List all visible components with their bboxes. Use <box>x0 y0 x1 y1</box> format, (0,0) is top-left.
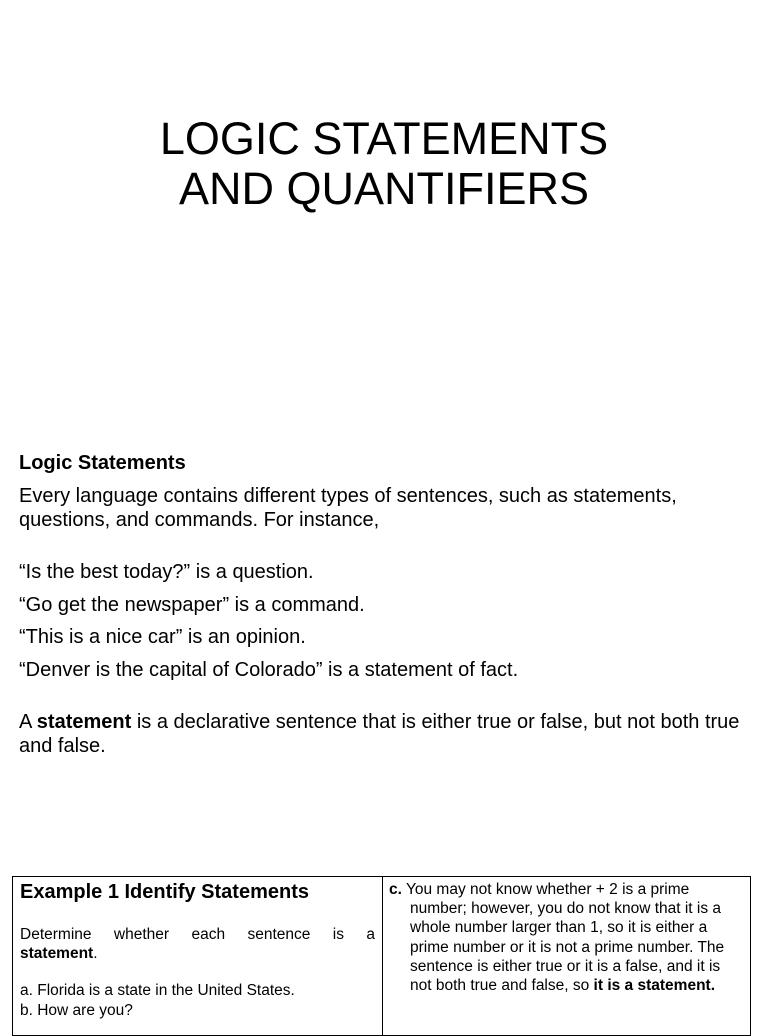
example-items-list <box>20 981 375 1020</box>
definition-prefix: A <box>19 710 37 733</box>
answer-text: You may not know whether + 2 is a prime number; however, you do not know that it is a whole number larger than 1, so it is either a prime number or it is not a prime number. The sentence is either true or it is a false, and it is not both true and false, so <box>401 881 725 995</box>
list-item: a. Florida is a state in the United States. <box>20 982 295 999</box>
example-heading: Example 1 Identify Statements <box>20 881 309 903</box>
example-instruction-term <box>20 944 375 963</box>
list-item: “Denver is the capital of Colorado” is a statement of fact. <box>19 658 519 681</box>
example-table <box>12 876 751 1036</box>
list-item: “This is a nice car” is an opinion. <box>19 626 306 648</box>
example-right-cell <box>383 877 751 1036</box>
list-item: “Is the best today?” is a question. <box>19 561 314 583</box>
intro-paragraph: Every language contains different types of sentences, such as statements, questions, and commands. For instance, <box>19 485 677 531</box>
slide-title <box>0 114 768 214</box>
section-heading: Logic Statements <box>19 452 186 474</box>
example-left-cell <box>13 877 383 1036</box>
sentence-examples-list <box>19 560 754 682</box>
definition-rest: is a declarative sentence that is either true or false, but not both true and false. <box>19 710 740 757</box>
list-item: “Go get the newspaper” is a command. <box>19 593 365 616</box>
title-line-2: AND QUANTIFIERS <box>178 163 590 214</box>
instruction-term: statement <box>20 945 94 962</box>
list-item: b. How are you? <box>20 1001 133 1019</box>
logic-statements-section <box>19 451 754 758</box>
statement-definition <box>19 710 754 758</box>
example-instruction: Determine whether each sentence is a <box>20 926 375 943</box>
definition-term: statement <box>36 710 132 733</box>
answer-conclusion: it is a statement. <box>593 977 716 995</box>
instruction-end: . <box>93 945 98 962</box>
title-line-1: LOGIC STATEMENTS <box>159 113 609 164</box>
answer-letter: c. <box>389 881 402 898</box>
example-answer-c <box>389 880 744 995</box>
